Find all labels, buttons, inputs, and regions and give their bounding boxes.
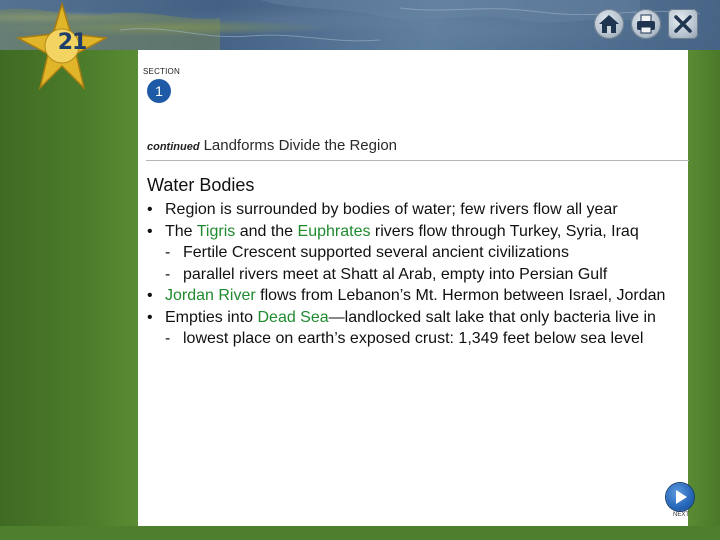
sub-bullet-marker: - (165, 265, 171, 283)
bullet-marker: • (147, 287, 153, 304)
bullet-text-post: —landlocked salt lake that only bacteria live in (328, 308, 656, 326)
term-jordan-river: Jordan River (165, 287, 256, 304)
bullet-marker: • (147, 222, 153, 240)
sub-bullet-text: parallel rivers meet at Shatt al Arab, empty into Persian Gulf (183, 265, 608, 283)
bullet-item (147, 307, 667, 329)
bullet-text-pre: The (165, 222, 197, 240)
bullet-marker: • (147, 201, 153, 218)
home-button[interactable] (594, 9, 624, 39)
bullet-text-post: rivers flow through Turkey, Syria, Iraq (370, 222, 639, 240)
next-label: NEXT (672, 512, 689, 518)
bullet-text-post: flows from Lebanon’s Mt. Hermon between Israel, Jordan (255, 287, 666, 304)
term-dead-sea: Dead Sea (257, 308, 329, 326)
sub-bullet-item (147, 328, 667, 350)
continued-label: continued (147, 141, 200, 153)
sub-bullet-marker: - (165, 244, 171, 261)
bullet-text: Region is surrounded by bodies of water; few rivers flow all year (165, 201, 618, 218)
sub-bullet-item (147, 264, 667, 286)
term-tigris: Tigris (196, 222, 236, 240)
heading-title: Landforms Divide the Region (203, 137, 398, 154)
close-button[interactable] (668, 9, 698, 39)
bullet-text-mid: and the (235, 222, 298, 240)
bullet-item (147, 285, 667, 307)
home-icon (594, 9, 624, 39)
bullet-item (147, 221, 667, 243)
bullet-marker: • (147, 308, 153, 326)
printer-icon (631, 9, 661, 39)
frame-bottom (0, 526, 720, 540)
sub-bullet-text: lowest place on earth’s exposed crust: 1,349 feet below sea level (183, 330, 644, 347)
close-icon (668, 9, 698, 39)
bullet-item (147, 199, 667, 221)
heading-divider (146, 160, 689, 161)
slide-subtitle: Water Bodies (147, 175, 255, 195)
term-euphrates: Euphrates (297, 222, 371, 240)
next-arrow-icon (666, 483, 694, 511)
next-button[interactable] (666, 483, 694, 511)
bullet-text-pre: Empties into (165, 308, 258, 326)
frame-left (0, 50, 138, 540)
section-label: SECTION (143, 67, 180, 76)
slide-heading (147, 137, 397, 155)
print-button[interactable] (631, 9, 661, 39)
sub-bullet-marker: - (165, 330, 171, 347)
logo-text: 21 (57, 30, 87, 55)
logo (10, 2, 110, 90)
frame-right (688, 50, 720, 540)
sub-bullet-text: Fertile Crescent supported several ancient civilizations (183, 244, 569, 261)
sub-bullet-item (147, 242, 667, 264)
bullet-list (147, 199, 667, 350)
section-number: 1 (147, 79, 171, 103)
